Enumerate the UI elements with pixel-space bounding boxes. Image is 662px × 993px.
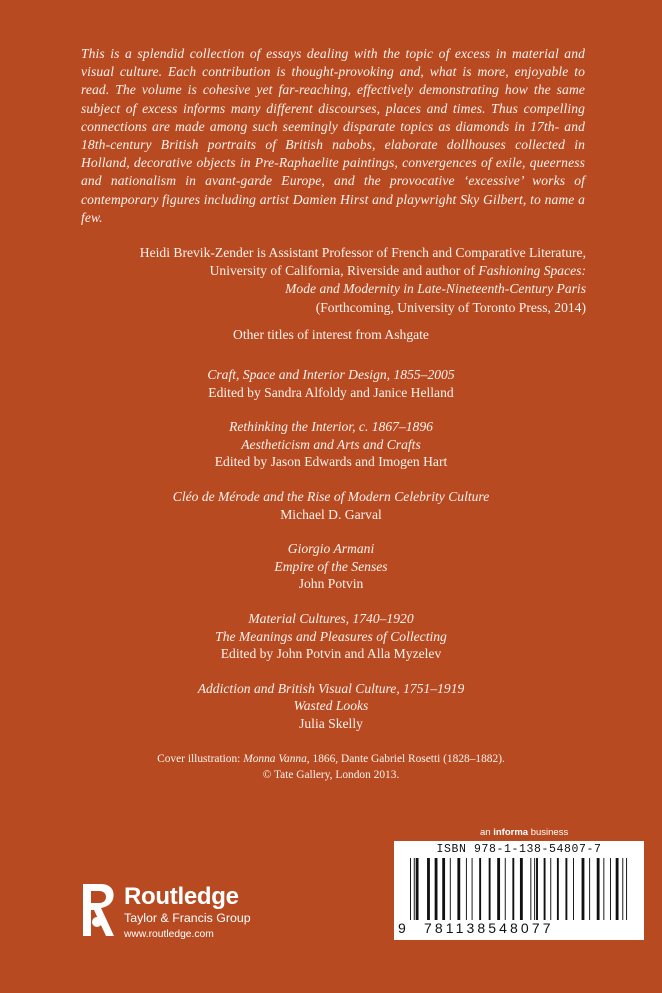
barcode-bar (489, 858, 491, 920)
attribution-line-1: Heidi Brevik-Zender is Assistant Professor of French and Comparative Literature, (139, 245, 586, 260)
book-subtitle: Empire of the Senses (274, 558, 388, 574)
barcode-bar (550, 858, 551, 920)
attribution-book-title-part-2: Mode and Modernity in Late-Nineteenth-Century Paris (285, 281, 586, 297)
barcode-bar (466, 858, 467, 920)
barcode-bar (589, 858, 590, 920)
barcode-bar (557, 858, 559, 920)
book-title: Addiction and British Visual Culture, 1751–1919 (197, 680, 465, 696)
informa-suffix: business (528, 827, 569, 838)
attribution-book-title-part-1: Fashioning Spaces: (478, 263, 586, 279)
barcode-bar (573, 858, 574, 920)
book-entry (0, 366, 662, 401)
barcode-bar (410, 858, 411, 920)
barcode-bar (442, 858, 445, 920)
barcode-number: 781138548077 (424, 920, 554, 936)
barcode-bar (565, 858, 567, 920)
book-entry (0, 488, 662, 523)
publisher-group: Taylor & Francis Group (124, 911, 251, 925)
publisher-name: Routledge (124, 883, 239, 910)
barcode-bars (410, 858, 630, 922)
book-title: Cléo de Mérode and the Rise of Modern Celebrity Culture (172, 488, 490, 504)
barcode-bar (414, 858, 415, 920)
barcode-bar (544, 858, 546, 920)
barcode-bar (597, 858, 600, 920)
book-credit: Edited by Jason Edwards and Imogen Hart (214, 454, 448, 470)
other-titles-heading: Other titles of interest from Ashgate (233, 327, 429, 342)
barcode-bar (626, 858, 627, 920)
barcode-bar (530, 858, 531, 920)
cover-credit-details: , 1866, Dante Gabriel Rosetti (1828–1882). (306, 753, 505, 765)
attribution-line-2 (81, 262, 586, 280)
book-subtitle: Aestheticism and Arts and Crafts (241, 436, 421, 452)
cover-credit-line-1 (0, 752, 662, 768)
barcode-bar (616, 858, 619, 920)
other-titles-list (0, 366, 662, 750)
barcode-bar (472, 858, 473, 920)
book-title: Craft, Space and Interior Design, 1855–2005 (207, 367, 455, 382)
cover-illustration-credit (0, 752, 662, 783)
publisher-website: www.routledge.com (124, 929, 214, 940)
barcode-bar (534, 858, 535, 920)
informa-tagline (480, 827, 568, 838)
book-credit: Edited by Sandra Alfoldy and Janice Helland (208, 384, 454, 400)
book-entry (0, 418, 662, 471)
cover-credit-prefix: Cover illustration: (157, 753, 244, 765)
book-title: Giorgio Armani (287, 541, 375, 557)
book-title: Rethinking the Interior, c. 1867–1896 (229, 419, 433, 435)
book-credit: John Potvin (298, 576, 364, 592)
barcode-bar (450, 858, 451, 920)
barcode-bar (520, 858, 523, 920)
review-blurb: This is a splendid collection of essays dealing with the topic of excess in material and visual culture. Each contribution is thought-provoking and, what is more, enjoyable to read. The volume is cohesive yet far-reaching, effectively demonstrating how the same subject of excess informs many different discourses, places and times. Thus compelling connections are made among such seemingly disparate topics as diamonds in 17th- and 18th-century British portraits of British nabobs, elaborate dollhouses collected in Holland, decorative objects in Pre-Raphaelite paintings, convergences of exile, queerness and nationalism in avant-garde Europe, and the provocative ‘excessive’ works of contemporary figures including artist Damien Hirst and playwright Sky Gilbert, to name a few. (81, 46, 585, 225)
attribution-line-4: (Forthcoming, University of Toronto Press, 2014) (315, 299, 586, 315)
barcode-bar (457, 858, 460, 920)
book-credit: Michael D. Garval (280, 506, 382, 522)
publisher-block (124, 884, 251, 942)
barcode-bar (497, 858, 500, 920)
barcode-bar (622, 858, 623, 920)
barcode-bar (416, 858, 419, 920)
informa-brand: informa (493, 827, 529, 838)
barcode-bar (610, 858, 611, 920)
attribution-line-2-text: University of California, Riverside and author of (209, 263, 479, 279)
barcode-bar (505, 858, 506, 920)
informa-prefix: an (480, 827, 494, 838)
barcode-bar (603, 858, 604, 920)
isbn-label: ISBN 978-1-138-54807-7 (436, 843, 602, 856)
attribution-line-3 (81, 280, 586, 298)
barcode-first-digit: 9 (398, 920, 406, 936)
book-entry (0, 610, 662, 663)
book-entry (0, 540, 662, 593)
cover-artwork-title: Monna Vanna (243, 753, 307, 765)
barcode-bar (582, 858, 585, 920)
book-subtitle: Wasted Looks (293, 698, 369, 714)
book-entry (0, 680, 662, 733)
book-credit: Julia Skelly (299, 715, 363, 731)
book-subtitle: The Meanings and Pleasures of Collecting (215, 628, 447, 644)
book-title: Material Cultures, 1740–1920 (248, 610, 414, 626)
barcode-bar (427, 858, 430, 920)
barcode-bar (479, 858, 481, 920)
barcode-bar (536, 858, 538, 920)
barcode-bar (435, 858, 438, 920)
barcode-bar (512, 858, 514, 920)
routledge-logo-icon (79, 882, 119, 940)
isbn-barcode (394, 841, 644, 940)
reviewer-attribution (81, 244, 586, 317)
cover-credit-line-2: © Tate Gallery, London 2013. (262, 768, 400, 781)
book-credit: Edited by John Potvin and Alla Myzelev (220, 646, 442, 662)
